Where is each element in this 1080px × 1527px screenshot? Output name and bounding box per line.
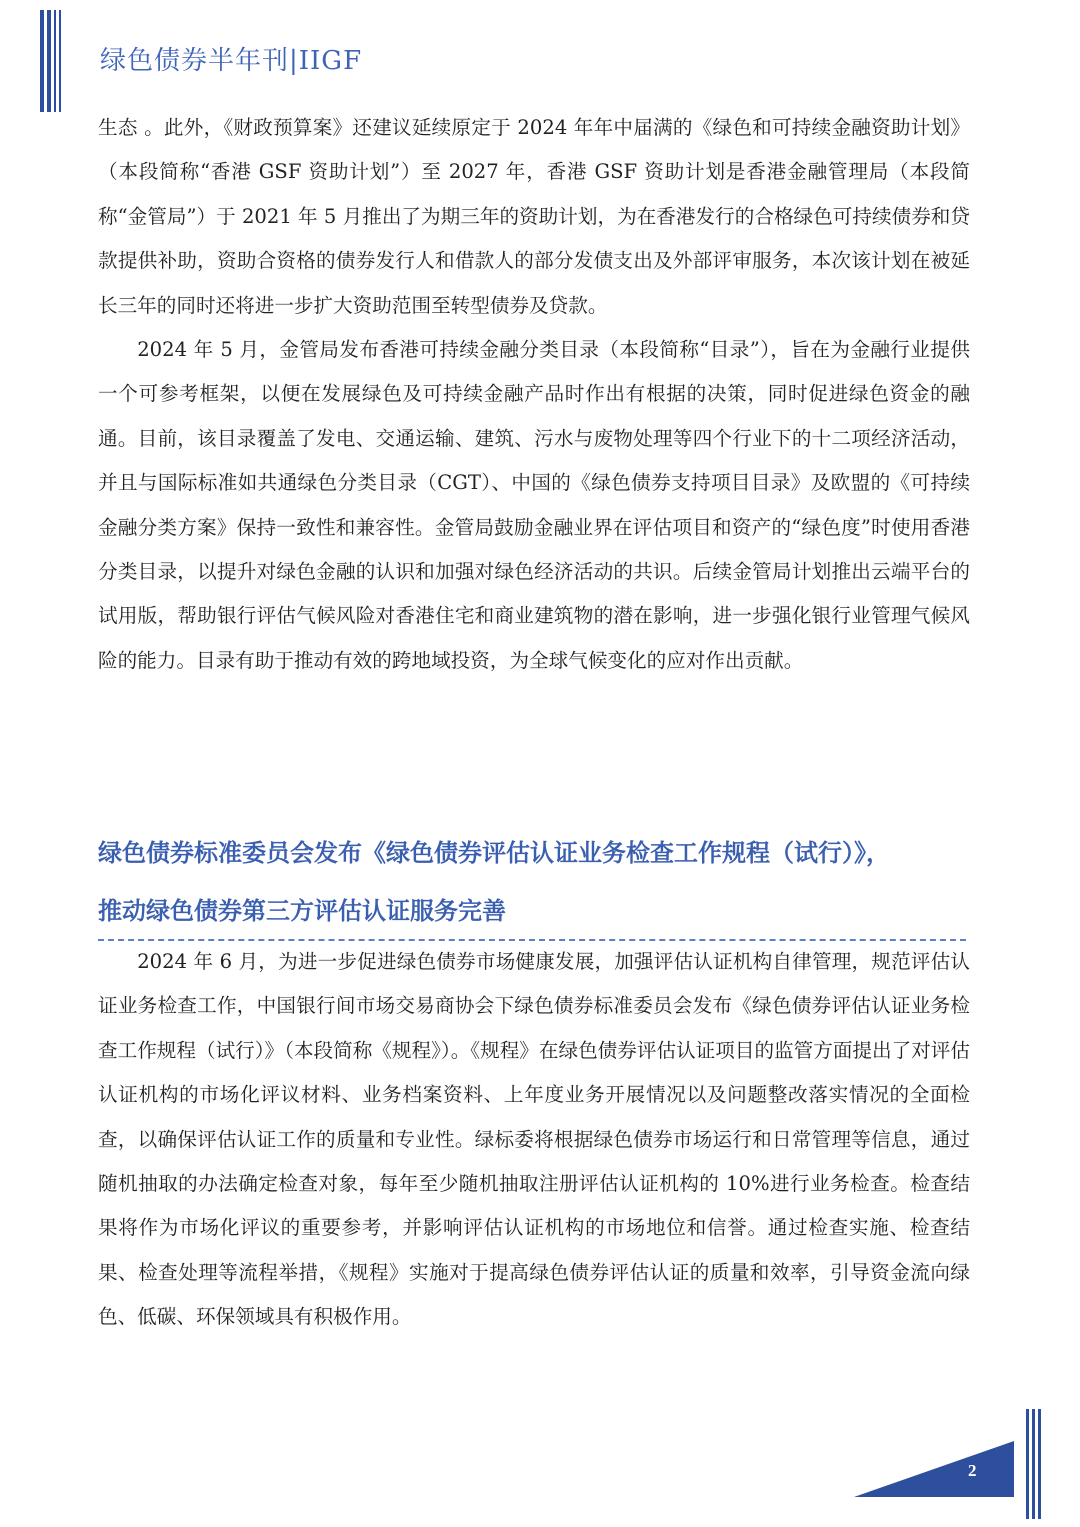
section-heading-line-2: 推动绿色债券第三方评估认证服务完善: [98, 897, 506, 925]
footer-triangle-decoration: [854, 1441, 1014, 1497]
header-decoration-bars: [40, 10, 66, 112]
section-heading-line-1: 绿色债券标准委员会发布《绿色债券评估认证业务检查工作规程（试行）》，: [98, 839, 890, 867]
section-heading: [98, 824, 978, 940]
body-text-block-2: [98, 940, 970, 1340]
body-text-block-1: [98, 106, 970, 683]
page-number: 2: [968, 1461, 977, 1480]
paragraph-evaluation-rules: 2024 年 6 月，为进一步促进绿色债券市场健康发展，加强评估认证机构自律管理，规范评估认证业务检查工作，中国银行间市场交易商协会下绿色债券标准委员会发布《绿色债券评估认证业务检查工作规程（试行）》（本段简称《规程》）。《规程》在绿色债券评估认证项目的监管方面提出了对评估认证机构的市场化评议材料、业务档案资料、上年度业务开展情况以及问题整改落实情况的全面检查，以确保评估认证工作的质量和专业性。绿标委将根据绿色债券市场运行和日常管理等信息，通过随机抽取的办法确定检查对象，每年至少随机抽取注册评估认证机构的 10%进行业务检查。检查结果将作为市场化评议的重要参考，并影响评估认证机构的市场地位和信誉。通过检查实施、检查结果、检查处理等流程举措，《规程》实施对于提高绿色债券评估认证的质量和效率，引导资金流向绿色、低碳、环保领域具有积极作用。: [98, 950, 970, 1329]
page-header-title: 绿色债券半年刊|IIGF: [100, 46, 363, 76]
paragraph-hkma-taxonomy: 2024 年 5 月，金管局发布香港可持续金融分类目录（本段简称“目录”），旨在为金融行业提供一个可参考框架，以便在发展绿色及可持续金融产品时作出有根据的决策，同时促进绿色资金的融通。目前，该目录覆盖了发电、交通运输、建筑、污水与废物处理等四个行业下的十二项经济活动，并且与国际标准如共通绿色分类目录（CGT）、中国的《绿色债券支持项目目录》及欧盟的《可持续金融分类方案》保持一致性和兼容性。金管局鼓励金融业界在评估项目和资产的“绿色度”时使用香港分类目录，以提升对绿色金融的认识和加强对绿色经济活动的共识。后续金管局计划推出云端平台的试用版，帮助银行评估气候风险对香港住宅和商业建筑物的潜在影响，进一步强化银行业管理气候风险的能力。目录有助于推动有效的跨地域投资，为全球气候变化的应对作出贡献。: [98, 338, 970, 672]
footer-decoration-bars: [1026, 1409, 1042, 1519]
paragraph-gsf-grant: 生态 。此外，《财政预算案》还建议延续原定于 2024 年年中届满的《绿色和可持续金融资助计划》（本段简称“香港 GSF 资助计划”）至 2027 年，香港 GSF 资助计划是香港金融管理局（本段简称“金管局”）于 2021 年 5 月推出了为期三年的资助计划，为在香港发行的合格绿色可持续债券和贷款提供补助，资助合资格的债券发行人和借款人的部分发债支出及外部评审服务，本次该计划在被延长三年的同时还将进一步扩大资助范围至转型债券及贷款。: [98, 116, 970, 317]
